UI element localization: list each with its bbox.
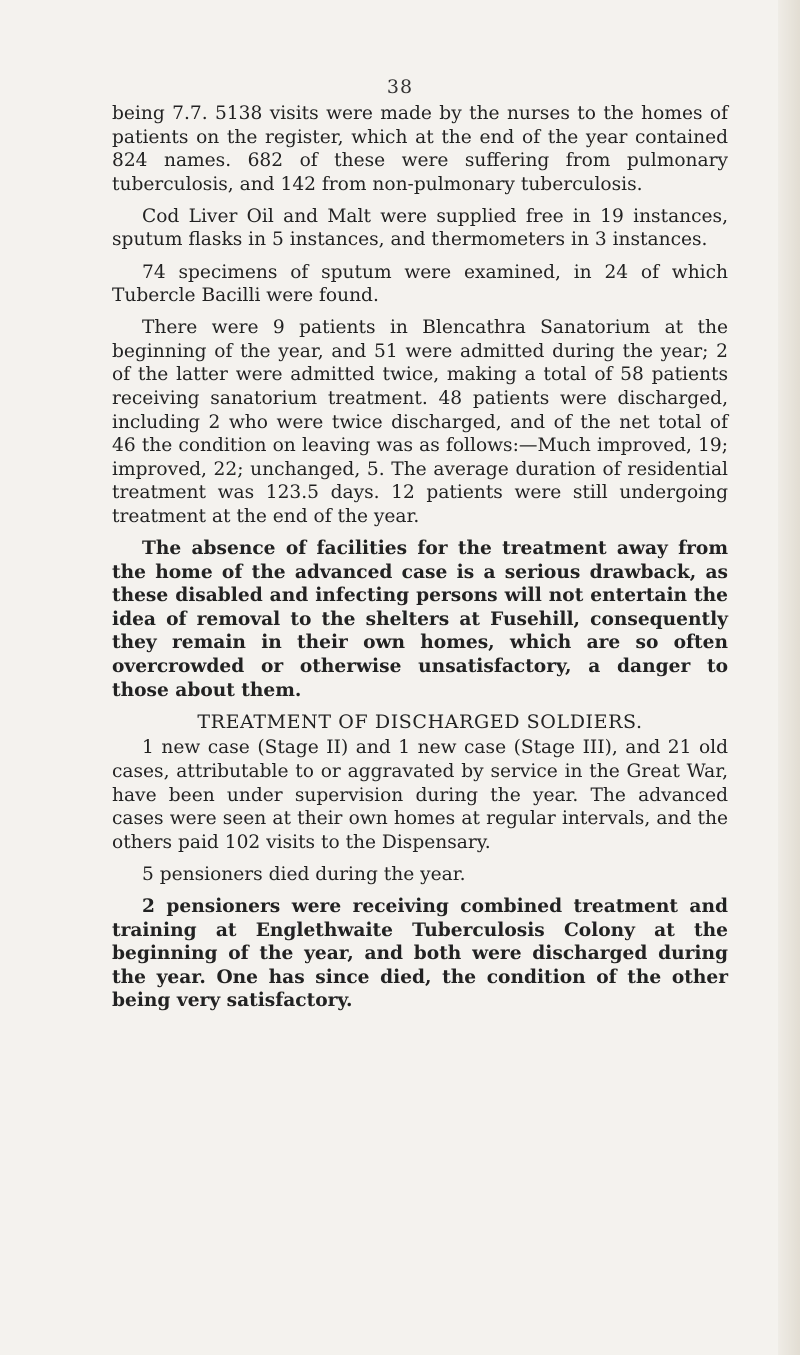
paragraph-soldiers-cases: 1 new case (Stage II) and 1 new case (Stage III), and 21 old cases, attributable to or aggravated by service in the Great War, have been under supervision during the year. The advanced cases were seen at their own homes at regular intervals, and the others paid 102 visits to the Dispensary. (112, 737, 728, 853)
paragraph-sputum-specimens: 74 specimens of sputum were examined, in 24 of which Tubercle Bacilli were found. (112, 261, 728, 307)
paragraph-sanatorium: There were 9 patients in Blencathra Sanatorium at the beginning of the year, and 51 were admitted during the year; 2 of the latter were admitted twice, making a total of 58 patients receiving sanatorium treatment. 48 patients were discharged, including 2 who were twice discharged, and of the net total of 46 the condition on leaving was as follows:—Much improved, 19; improved, 22; unchanged, 5. The average duration of residential treatment was 123.5 days. 12 patients were still undergoing treatment at the end of the year. (112, 317, 728, 527)
paragraph-advanced-cases: The absence of facilities for the treatment away from the home of the advanced case is a serious drawback, as these disabled and infecting persons will not entertain the idea of removal to the shelters at Fusehill, consequently they remain in their own homes, which are so often overcrowded or otherwise unsatisfactory, a danger to those about them. (112, 538, 728, 701)
paragraph-nurse-visits: being 7.7. 5138 visits were made by the nurses to the homes of patients on the register, which at the end of the year contained 824 names. 682 of these were suffering from pulmonary tuberculosis, and 142 from non-pulmonary tuberculosis. (112, 103, 728, 195)
page-body (112, 102, 728, 1021)
paragraph-pensioners-died: 5 pensioners died during the year. (142, 863, 466, 885)
page-edge-shadow (778, 0, 800, 1355)
paragraph-pensioners-training: 2 pensioners were receiving combined treatment and training at Englethwaite Tuberculosis Colony at the beginning of the year, and both were discharged during the year. One has since died, the condition of the other being very satisfactory. (112, 895, 728, 1012)
page-number: 38 (386, 76, 414, 98)
section-heading: TREATMENT OF DISCHARGED SOLDIERS. (197, 710, 643, 733)
paragraph-supplies: Cod Liver Oil and Malt were supplied free in 19 instances, sputum flasks in 5 instances, and thermometers in 3 instances. (112, 205, 728, 251)
